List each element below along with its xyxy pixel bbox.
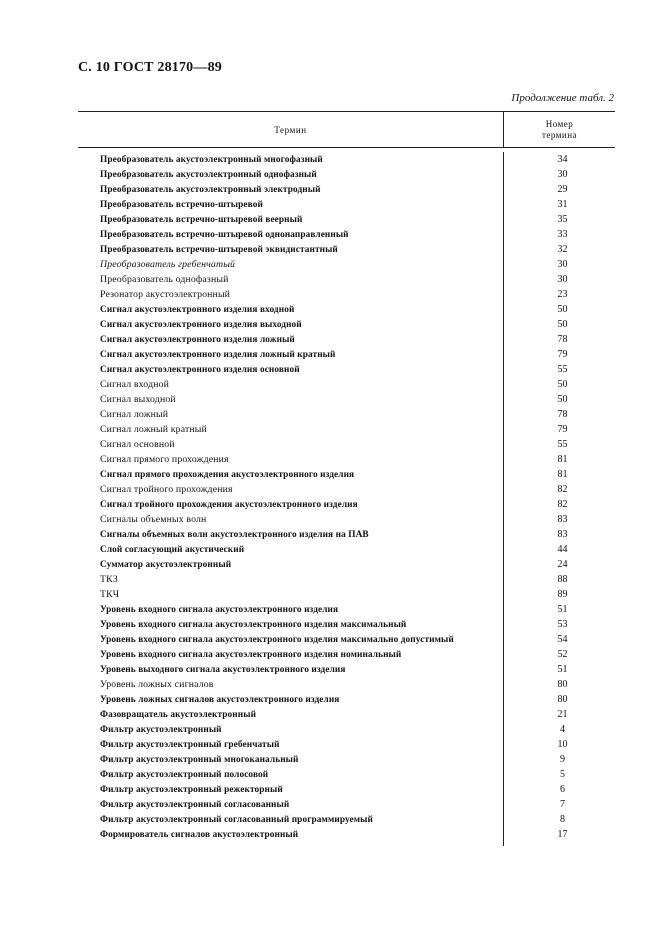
term-number-cell: 23 bbox=[557, 289, 568, 300]
terms-index-table bbox=[78, 111, 615, 846]
table-row bbox=[78, 632, 615, 647]
term-number-cell: 80 bbox=[557, 694, 568, 705]
term-number-cell: 33 bbox=[557, 229, 568, 240]
term-number-cell: 30 bbox=[557, 274, 568, 285]
table-row bbox=[78, 377, 615, 392]
term-number-cell: 24 bbox=[557, 559, 568, 570]
table-row bbox=[78, 557, 615, 572]
term-number-cell: 51 bbox=[557, 664, 568, 675]
term-number-cell: 30 bbox=[557, 169, 568, 180]
term-number-cell: 44 bbox=[557, 544, 568, 555]
term-cell: Фильтр акустоэлектронный гребенчатый bbox=[100, 739, 280, 750]
table-row bbox=[78, 407, 615, 422]
table-row bbox=[78, 602, 615, 617]
table-row bbox=[78, 512, 615, 527]
table-row bbox=[78, 722, 615, 737]
table-row bbox=[78, 827, 615, 842]
table-row bbox=[78, 227, 615, 242]
table-row bbox=[78, 497, 615, 512]
table-row bbox=[78, 542, 615, 557]
term-cell: Сигнал акустоэлектронного изделия основной bbox=[100, 364, 300, 375]
table-row bbox=[78, 422, 615, 437]
term-number-cell: 6 bbox=[560, 784, 565, 795]
term-number-cell: 82 bbox=[557, 499, 568, 510]
table-row bbox=[78, 752, 615, 767]
term-cell: Фильтр акустоэлектронный многоканальный bbox=[100, 754, 299, 765]
term-number-cell: 51 bbox=[557, 604, 568, 615]
term-number-cell: 10 bbox=[557, 739, 568, 750]
column-header-number-line1: Номер bbox=[545, 118, 574, 129]
table-row bbox=[78, 317, 615, 332]
term-cell: Преобразователь встречно-штыревой веерный bbox=[100, 214, 303, 225]
term-cell: Сигнал входной bbox=[100, 379, 170, 390]
table-row bbox=[78, 782, 615, 797]
term-number-cell: 81 bbox=[557, 469, 568, 480]
term-cell: Преобразователь гребенчатый bbox=[100, 259, 236, 270]
table-row bbox=[78, 332, 615, 347]
table-row bbox=[78, 692, 615, 707]
term-number-cell: 32 bbox=[557, 244, 568, 255]
term-cell: Преобразователь встречно-штыревой эквидистантный bbox=[100, 244, 338, 255]
table-row bbox=[78, 572, 615, 587]
term-number-cell: 88 bbox=[557, 574, 568, 585]
column-header-term: Термин bbox=[78, 112, 504, 147]
table-row bbox=[78, 482, 615, 497]
page-header: С. 10 ГОСТ 28170—89 bbox=[78, 60, 222, 75]
table-row bbox=[78, 167, 615, 182]
term-cell: Уровень входного сигнала акустоэлектронного изделия номинальный bbox=[100, 649, 402, 660]
term-cell: ТКЧ bbox=[100, 589, 120, 600]
term-number-cell: 78 bbox=[557, 334, 568, 345]
term-number-cell: 55 bbox=[557, 439, 568, 450]
table-row bbox=[78, 677, 615, 692]
term-cell: Преобразователь акустоэлектронный однофазный bbox=[100, 169, 317, 180]
table-row bbox=[78, 647, 615, 662]
term-number-cell: 8 bbox=[560, 814, 565, 825]
table-row bbox=[78, 452, 615, 467]
table-row bbox=[78, 707, 615, 722]
term-cell: Преобразователь акустоэлектронный многофазный bbox=[100, 154, 323, 165]
term-number-cell: 29 bbox=[557, 184, 568, 195]
term-cell: Преобразователь акустоэлектронный электродный bbox=[100, 184, 321, 195]
term-number-cell: 79 bbox=[557, 349, 568, 360]
term-cell: Сигнал акустоэлектронного изделия выходной bbox=[100, 319, 302, 330]
term-cell: Резонатор акустоэлектронный bbox=[100, 289, 231, 300]
table-row bbox=[78, 302, 615, 317]
table-continuation-note: Продолжение табл. 2 bbox=[511, 92, 614, 104]
term-number-cell: 30 bbox=[557, 259, 568, 270]
table-row bbox=[78, 182, 615, 197]
table-row bbox=[78, 587, 615, 602]
term-number-cell: 79 bbox=[557, 424, 568, 435]
table-row bbox=[78, 272, 615, 287]
term-number-cell: 31 bbox=[557, 199, 568, 210]
term-number-cell: 78 bbox=[557, 409, 568, 420]
table-row bbox=[78, 662, 615, 677]
term-number-cell: 55 bbox=[557, 364, 568, 375]
term-number-cell: 35 bbox=[557, 214, 568, 225]
term-cell: Преобразователь встречно-штыревой однонаправленный bbox=[100, 229, 349, 240]
column-header-number-line2: термина bbox=[541, 129, 578, 140]
term-number-cell: 82 bbox=[557, 484, 568, 495]
table-row bbox=[78, 617, 615, 632]
table-body bbox=[78, 152, 615, 846]
term-cell: Фильтр акустоэлектронный bbox=[100, 724, 222, 735]
term-number-cell: 50 bbox=[557, 379, 568, 390]
term-cell: ТКЗ bbox=[100, 574, 118, 585]
term-number-cell: 89 bbox=[557, 589, 568, 600]
term-cell: Сигнал прямого прохождения bbox=[100, 454, 229, 465]
term-cell: Фильтр акустоэлектронный полосовой bbox=[100, 769, 269, 780]
term-cell: Сигнал тройного прохождения акустоэлектронного изделия bbox=[100, 499, 358, 510]
term-cell: Уровень входного сигнала акустоэлектронного изделия максимальный bbox=[100, 619, 407, 630]
term-number-cell: 21 bbox=[557, 709, 568, 720]
term-cell: Уровень выходного сигнала акустоэлектронного изделия bbox=[100, 664, 346, 675]
term-number-cell: 50 bbox=[557, 304, 568, 315]
term-cell: Преобразователь встречно-штыревой bbox=[100, 199, 263, 210]
table-row bbox=[78, 767, 615, 782]
term-cell: Фильтр акустоэлектронный согласованный bbox=[100, 799, 290, 810]
table-row bbox=[78, 737, 615, 752]
term-number-cell: 34 bbox=[557, 154, 568, 165]
term-cell: Слой согласующий акустический bbox=[100, 544, 245, 555]
term-cell: Уровень входного сигнала акустоэлектронного изделия максимально допустимый bbox=[100, 634, 454, 645]
term-cell: Сигнал основной bbox=[100, 439, 175, 450]
term-number-cell: 17 bbox=[557, 829, 568, 840]
table-row bbox=[78, 797, 615, 812]
term-cell: Сигнал прямого прохождения акустоэлектронного изделия bbox=[100, 469, 355, 480]
term-cell: Фильтр акустоэлектронный режекторный bbox=[100, 784, 283, 795]
term-cell: Сигнал акустоэлектронного изделия ложный кратный bbox=[100, 349, 336, 360]
term-cell: Фазовращатель акустоэлектронный bbox=[100, 709, 257, 720]
term-cell: Уровень ложных сигналов bbox=[100, 679, 214, 690]
term-cell: Формирователь сигналов акустоэлектронный bbox=[100, 829, 299, 840]
table-row bbox=[78, 197, 615, 212]
table-row bbox=[78, 392, 615, 407]
table-row bbox=[78, 347, 615, 362]
table-header bbox=[78, 112, 615, 148]
term-number-cell: 81 bbox=[557, 454, 568, 465]
term-number-cell: 5 bbox=[560, 769, 565, 780]
term-cell: Сигнал акустоэлектронного изделия входной bbox=[100, 304, 295, 315]
table-row bbox=[78, 152, 615, 167]
term-number-cell: 83 bbox=[557, 514, 568, 525]
term-number-cell: 54 bbox=[557, 634, 568, 645]
term-number-cell: 7 bbox=[560, 799, 565, 810]
term-number-cell: 9 bbox=[560, 754, 565, 765]
term-number-cell: 4 bbox=[560, 724, 565, 735]
term-number-cell: 50 bbox=[557, 319, 568, 330]
term-cell: Фильтр акустоэлектронный согласованный программируемый bbox=[100, 814, 373, 825]
table-row bbox=[78, 437, 615, 452]
table-row bbox=[78, 812, 615, 827]
term-cell: Сигнал тройного прохождения bbox=[100, 484, 233, 495]
table-row bbox=[78, 527, 615, 542]
table-row bbox=[78, 257, 615, 272]
table-row bbox=[78, 212, 615, 227]
term-number-cell: 50 bbox=[557, 394, 568, 405]
term-number-cell: 83 bbox=[557, 529, 568, 540]
term-cell: Уровень ложных сигналов акустоэлектронного изделия bbox=[100, 694, 340, 705]
term-cell: Сигнал ложный кратный bbox=[100, 424, 207, 435]
table-row bbox=[78, 242, 615, 257]
table-row bbox=[78, 287, 615, 302]
term-cell: Сигналы объемных волн bbox=[100, 514, 207, 525]
term-number-cell: 80 bbox=[557, 679, 568, 690]
term-number-cell: 53 bbox=[557, 619, 568, 630]
column-header-number bbox=[504, 112, 615, 147]
term-number-cell: 52 bbox=[557, 649, 568, 660]
term-cell: Уровень входного сигнала акустоэлектронного изделия bbox=[100, 604, 339, 615]
term-cell: Сумматор акустоэлектронный bbox=[100, 559, 232, 570]
term-cell: Преобразователь однофазный bbox=[100, 274, 229, 285]
table-row bbox=[78, 362, 615, 377]
term-cell: Сигнал ложный bbox=[100, 409, 169, 420]
term-cell: Сигнал акустоэлектронного изделия ложный bbox=[100, 334, 295, 345]
table-row bbox=[78, 467, 615, 482]
term-cell: Сигнал выходной bbox=[100, 394, 176, 405]
term-cell: Сигналы объемных волн акустоэлектронного изделия на ПАВ bbox=[100, 529, 369, 540]
